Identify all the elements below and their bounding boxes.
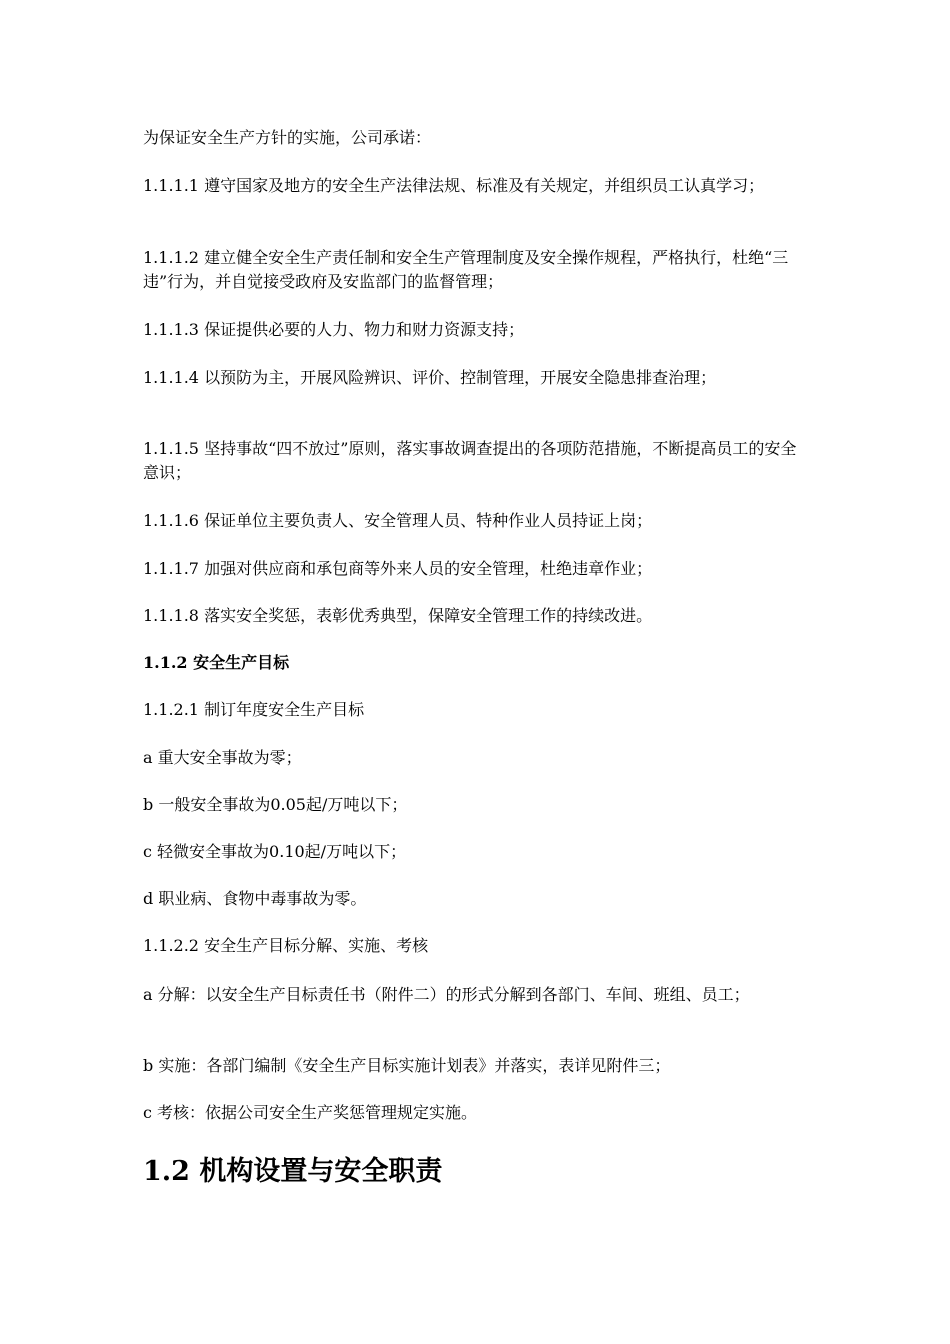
commitment-5: 1.1.1.5 坚持事故“四不放过”原则，落实事故调查提出的各项防范措施，不断提高员工的安全意识； xyxy=(143,439,797,482)
step-item-b: b 实施：各部门编制《安全生产目标实施计划表》并落实，表详见附件三； xyxy=(143,1056,671,1075)
intro-paragraph: 为保证安全生产方针的实施，公司承诺： xyxy=(143,128,432,147)
commitment-7: 1.1.1.7 加强对供应商和承包商等外来人员的安全管理，杜绝违章作业； xyxy=(143,559,653,578)
commitment-6: 1.1.1.6 保证单位主要负责人、安全管理人员、特种作业人员持证上岗； xyxy=(143,511,653,530)
commitment-8: 1.1.1.8 落实安全奖惩，表彰优秀典型，保障安全管理工作的持续改进。 xyxy=(143,606,653,625)
subsection-title-1-1-2-1: 1.1.2.1 制订年度安全生产目标 xyxy=(143,700,365,719)
commitment-4: 1.1.1.4 以预防为主，开展风险辨识、评价、控制管理，开展安全隐患排查治理； xyxy=(143,368,717,387)
commitment-3: 1.1.1.3 保证提供必要的人力、物力和财力资源支持； xyxy=(143,320,525,339)
commitment-1: 1.1.1.1 遵守国家及地方的安全生产法律法规、标准及有关规定，并组织员工认真学习； xyxy=(143,176,765,195)
section-heading-1-1-2: 1.1.2 安全生产目标 xyxy=(143,653,290,672)
target-item-a: a 重大安全事故为零； xyxy=(143,748,302,767)
commitment-2: 1.1.1.2 建立健全安全生产责任制和安全生产管理制度及安全操作规程，严格执行，杜绝“三违”行为，并自觉接受政府及安监部门的监督管理； xyxy=(143,248,789,291)
section-heading-1-2: 1.2 机构设置与安全职责 xyxy=(143,1156,443,1187)
step-item-c: c 考核：依据公司安全生产奖惩管理规定实施。 xyxy=(143,1103,478,1122)
target-item-b: b 一般安全事故为0.05起/万吨以下； xyxy=(143,795,408,814)
target-item-c: c 轻微安全事故为0.10起/万吨以下； xyxy=(143,842,407,861)
subsection-title-1-1-2-2: 1.1.2.2 安全生产目标分解、实施、考核 xyxy=(143,936,429,955)
target-item-d: d 职业病、食物中毒事故为零。 xyxy=(143,889,367,908)
step-item-a: a 分解：以安全生产目标责任书（附件二）的形式分解到各部门、车间、班组、员工； xyxy=(143,985,750,1004)
